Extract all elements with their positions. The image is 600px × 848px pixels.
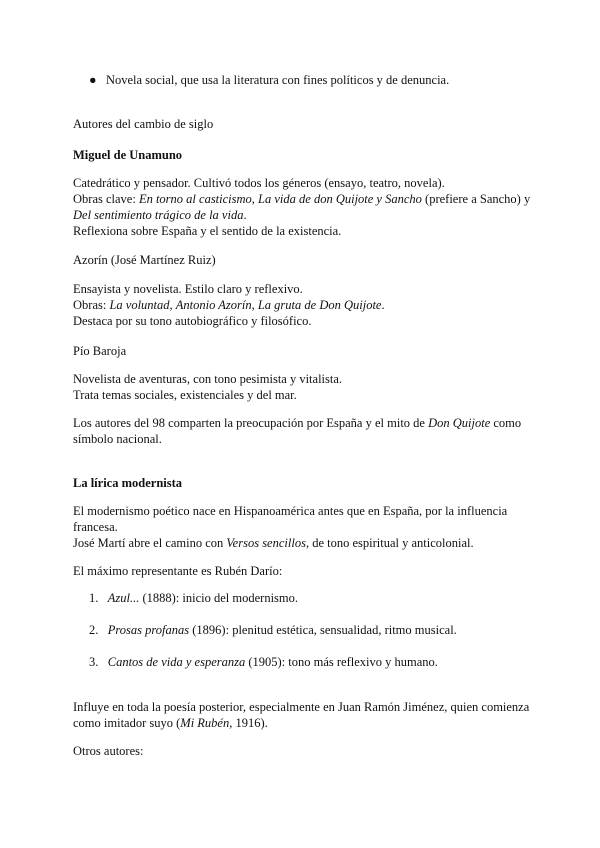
work-title: Versos sencillos	[226, 536, 306, 550]
modernismo-line-3: José Martí abre el camino con Versos sencillos, de tono espiritual y anticolonial.	[73, 536, 474, 550]
work-title: Prosas profanas	[107, 623, 190, 637]
list-item: 2. Prosas profanas (1896): plenitud estética, sensualidad, ritmo musical.	[89, 623, 457, 637]
azorin-line-2: Obras: La voluntad, Antonio Azorín, La gruta de Don Quijote.	[73, 298, 385, 312]
modernismo-line-2: francesa.	[73, 520, 118, 534]
modernismo-line-4: El máximo representante es Rubén Darío:	[73, 564, 283, 578]
work-title: Antonio Azorín	[175, 298, 252, 312]
work-title: La vida de don Quijote y Sancho	[258, 192, 422, 206]
unamuno-line-4: Reflexiona sobre España y el sentido de la existencia.	[73, 224, 342, 238]
influence-line-1: Influye en toda la poesía posterior, especialmente en Juan Ramón Jiménez, quien comienza	[73, 700, 530, 714]
work-title: Mi Rubén	[180, 716, 230, 730]
baroja-line-2: Trata temas sociales, existenciales y del mar.	[73, 388, 297, 402]
unamuno-line-1: Catedrático y pensador. Cultivó todos los géneros (ensayo, teatro, novela).	[73, 176, 445, 190]
list-item: 3. Cantos de vida y esperanza (1905): tono más reflexivo y humano.	[89, 655, 438, 669]
section-heading-lirica: La lírica modernista	[73, 476, 183, 490]
work-title: La voluntad	[109, 298, 170, 312]
work-title: La gruta de Don Quijote	[257, 298, 382, 312]
bullet-text: Novela social, que usa la literatura con fines políticos y de denuncia.	[105, 73, 450, 87]
work-title: En torno al casticismo	[138, 192, 252, 206]
work-title: Azul...	[107, 591, 140, 605]
author-name-azorin: Azorín (José Martínez Ruiz)	[73, 253, 216, 267]
azorin-line-1: Ensayista y novelista. Estilo claro y reflexivo.	[73, 282, 303, 296]
baroja-line-1: Novelista de aventuras, con tono pesimista y vitalista.	[73, 372, 343, 386]
author-name-unamuno: Miguel de Unamuno	[73, 148, 183, 162]
section-heading-autores: Autores del cambio de siglo	[73, 117, 214, 131]
bullet-dot-icon: ●	[89, 73, 97, 87]
conclusion-line-1: Los autores del 98 comparten la preocupación por España y el mito de Don Quijote como	[73, 416, 522, 430]
work-title: Del sentimiento trágico de la vida	[73, 208, 244, 222]
work-title: Don Quijote	[428, 416, 491, 430]
work-title: Cantos de vida y esperanza	[107, 655, 246, 669]
otros-autores: Otros autores:	[73, 744, 144, 758]
author-name-baroja: Pío Baroja	[73, 344, 127, 358]
unamuno-line-2: Obras clave: En torno al casticismo, La vida de don Quijote y Sancho (prefiere a Sancho) y	[73, 192, 531, 206]
list-item: 1. Azul... (1888): inicio del modernismo.	[89, 591, 299, 605]
azorin-line-3: Destaca por su tono autobiográfico y filosófico.	[73, 314, 312, 328]
influence-line-2: como imitador suyo (Mi Rubén, 1916).	[73, 716, 268, 730]
conclusion-line-2: símbolo nacional.	[73, 432, 162, 446]
modernismo-line-1: El modernismo poético nace en Hispanoamérica antes que en España, por la influencia	[73, 504, 508, 518]
bullet-item	[89, 73, 449, 88]
unamuno-line-3: Del sentimiento trágico de la vida.	[73, 208, 247, 222]
